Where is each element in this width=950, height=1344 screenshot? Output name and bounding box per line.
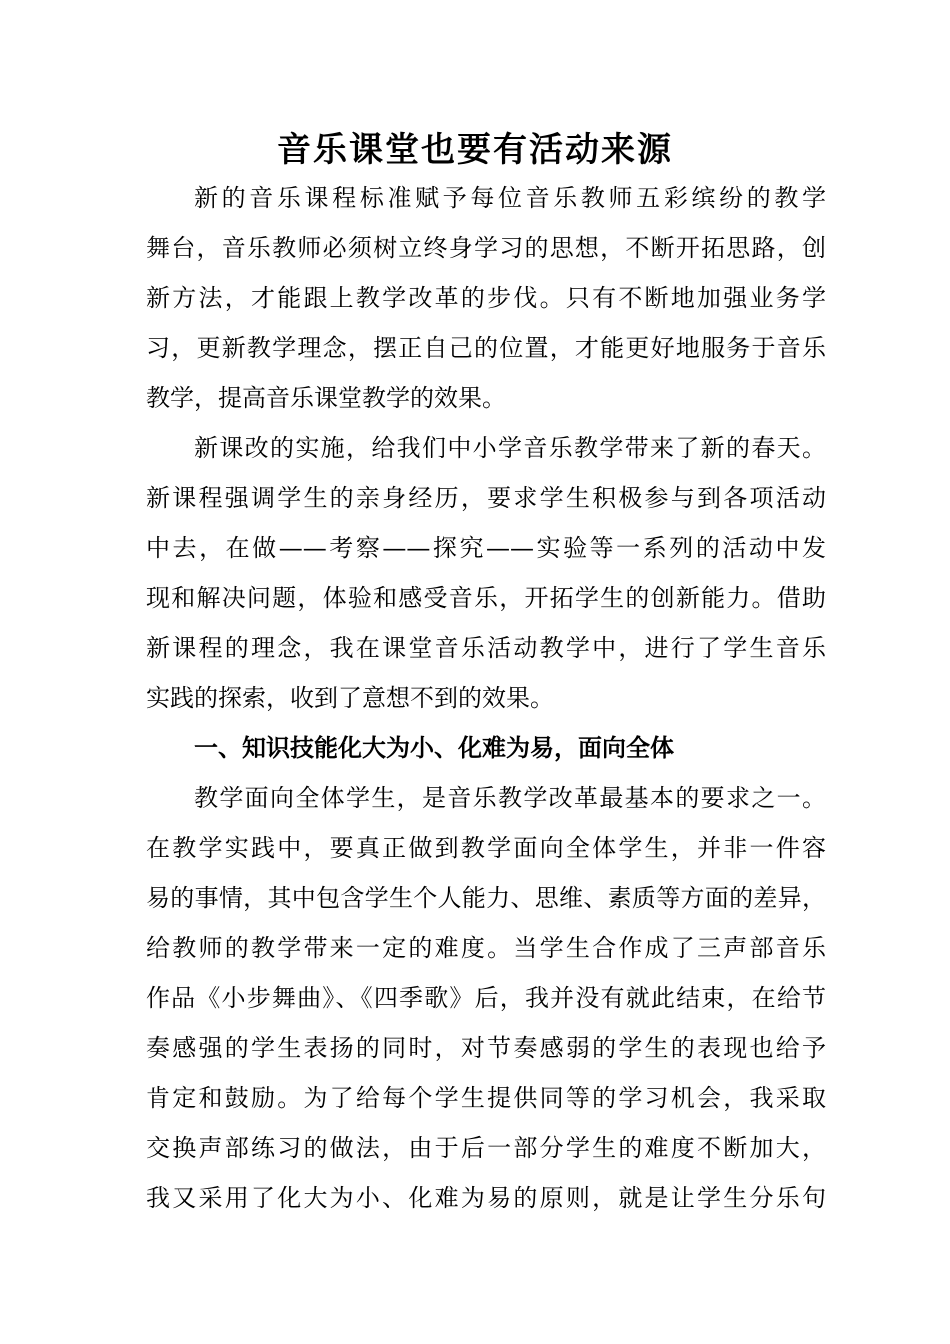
paragraph-1-line-2: 舞台，音乐教师必须树立终身学习的思想，不断开拓思路，创 <box>146 234 826 262</box>
paragraph-3-line-1: 教学面向全体学生，是音乐教学改革最基本的要求之一。 <box>194 784 826 812</box>
paragraph-1-line-3: 新方法，才能跟上教学改革的步伐。只有不断地加强业务学 <box>146 284 826 312</box>
paragraph-3-line-8: 交换声部练习的做法，由于后一部分学生的难度不断加大， <box>146 1134 826 1162</box>
paragraph-1-line-4: 习，更新教学理念，摆正自己的位置，才能更好地服务于音乐 <box>146 334 826 362</box>
paragraph-2-line-6: 实践的探索，收到了意想不到的效果。 <box>146 684 554 712</box>
paragraph-3-line-9: 我又采用了化大为小、化难为易的原则，就是让学生分乐句 <box>146 1184 826 1212</box>
paragraph-3-line-6: 奏感强的学生表扬的同时，对节奏感弱的学生的表现也给予 <box>146 1034 826 1062</box>
paragraph-1-line-5: 教学，提高音乐课堂教学的效果。 <box>146 384 506 412</box>
section-heading-1: 一、知识技能化大为小、化难为易，面向全体 <box>194 733 674 762</box>
paragraph-2-line-5: 新课程的理念，我在课堂音乐活动教学中，进行了学生音乐 <box>146 634 826 662</box>
paragraph-2-line-2: 新课程强调学生的亲身经历，要求学生积极参与到各项活动 <box>146 484 826 512</box>
paragraph-2-line-3: 中去，在做——考察——探究——实验等一系列的活动中发 <box>146 534 826 562</box>
paragraph-1-line-1: 新的音乐课程标准赋予每位音乐教师五彩缤纷的教学 <box>194 184 826 212</box>
paragraph-3-line-3: 易的事情，其中包含学生个人能力、思维、素质等方面的差异， <box>146 884 826 912</box>
paragraph-3-line-2: 在教学实践中，要真正做到教学面向全体学生，并非一件容 <box>146 834 826 862</box>
paragraph-2-line-4: 现和解决问题，体验和感受音乐，开拓学生的创新能力。借助 <box>146 584 826 612</box>
paragraph-3-line-4: 给教师的教学带来一定的难度。当学生合作成了三声部音乐 <box>146 934 826 962</box>
paragraph-2-line-1: 新课改的实施，给我们中小学音乐教学带来了新的春天。 <box>194 434 826 462</box>
paragraph-3-line-7: 肯定和鼓励。为了给每个学生提供同等的学习机会，我采取 <box>146 1084 826 1112</box>
paragraph-3-line-5: 作品《小步舞曲》、《四季歌》后，我并没有就此结束，在给节 <box>146 984 826 1012</box>
document-title: 音乐课堂也要有活动来源 <box>277 130 673 170</box>
